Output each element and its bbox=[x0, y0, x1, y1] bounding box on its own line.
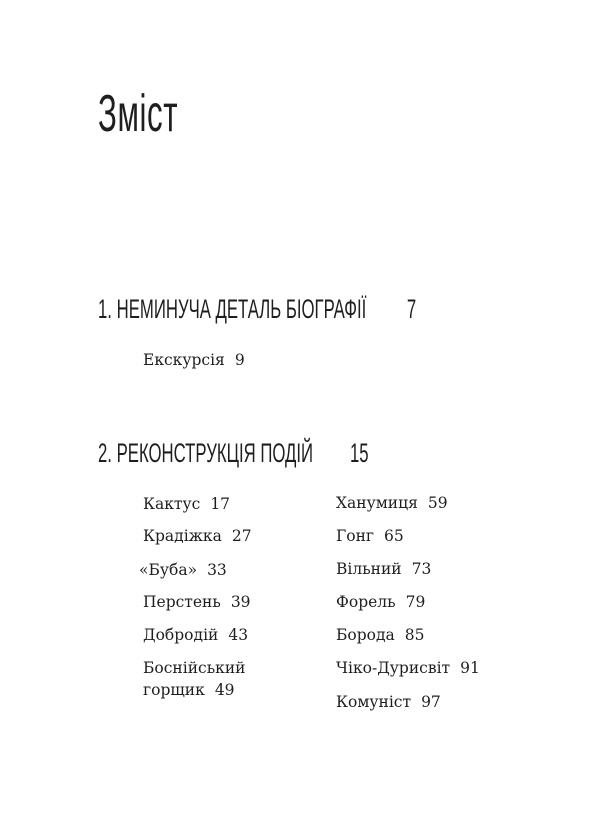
toc-entry[interactable] bbox=[336, 525, 404, 547]
entry-title: Гонг bbox=[336, 527, 375, 545]
section-page-number: 15 bbox=[349, 438, 369, 468]
toc-entry[interactable] bbox=[336, 691, 441, 713]
section-number: 2. bbox=[98, 438, 112, 468]
entry-page-number: 49 bbox=[214, 681, 235, 699]
entry-title: Ханумиця bbox=[336, 494, 418, 512]
toc-entry[interactable] bbox=[143, 493, 230, 515]
entry-page-number: 17 bbox=[210, 495, 231, 513]
entry-page-number: 79 bbox=[405, 593, 426, 611]
section-heading-2[interactable] bbox=[98, 437, 369, 469]
entry-title: Вільний bbox=[336, 560, 402, 578]
section-heading-1[interactable] bbox=[98, 293, 416, 325]
toc-entry[interactable] bbox=[336, 657, 480, 679]
entry-page-number: 33 bbox=[207, 561, 227, 579]
entry-title: Перстень bbox=[143, 593, 221, 611]
entry-page-number: 91 bbox=[460, 659, 480, 677]
toc-entry[interactable] bbox=[143, 525, 252, 547]
entry-title: «Буба» bbox=[139, 561, 198, 579]
toc-entry[interactable] bbox=[143, 591, 251, 613]
entry-title: Кактус bbox=[143, 495, 201, 513]
page-title: Зміст bbox=[98, 85, 179, 143]
entry-title-line-2: горщик bbox=[143, 681, 205, 699]
entry-title: Борода bbox=[336, 626, 395, 644]
toc-entry[interactable] bbox=[143, 657, 246, 701]
section-number: 1. bbox=[98, 294, 112, 324]
toc-entry[interactable] bbox=[143, 349, 245, 371]
section-title: НЕМИНУЧА ДЕТАЛЬ БІОГРАФІЇ bbox=[116, 294, 367, 324]
entry-page-number: 97 bbox=[421, 693, 441, 711]
toc-entry[interactable] bbox=[336, 492, 448, 514]
entry-title-line-1: Боснійський bbox=[143, 659, 246, 677]
toc-entry[interactable] bbox=[143, 624, 248, 646]
entry-page-number: 9 bbox=[234, 351, 245, 369]
section-title: РЕКОНСТРУКЦІЯ ПОДІЙ bbox=[116, 438, 314, 468]
entry-title: Комуніст bbox=[336, 693, 412, 711]
entry-title: Добродій bbox=[143, 626, 219, 644]
toc-entry[interactable] bbox=[336, 624, 425, 646]
entry-title: Форель bbox=[336, 593, 396, 611]
entry-page-number: 27 bbox=[231, 527, 252, 545]
entry-page-number: 65 bbox=[384, 527, 404, 545]
entry-page-number: 43 bbox=[228, 626, 249, 644]
section-page-number: 7 bbox=[406, 294, 417, 324]
entry-title: Чіко-Дурисвіт bbox=[336, 659, 451, 677]
toc-entry[interactable] bbox=[336, 591, 425, 613]
entry-title: Екскурсія bbox=[143, 351, 225, 369]
entry-page-number: 39 bbox=[230, 593, 251, 611]
entry-page-number: 59 bbox=[427, 494, 448, 512]
toc-entry[interactable] bbox=[139, 559, 227, 581]
entry-page-number: 85 bbox=[404, 626, 425, 644]
toc-entry[interactable] bbox=[336, 558, 431, 580]
entry-title: Крадіжка bbox=[143, 527, 222, 545]
entry-page-number: 73 bbox=[411, 560, 432, 578]
